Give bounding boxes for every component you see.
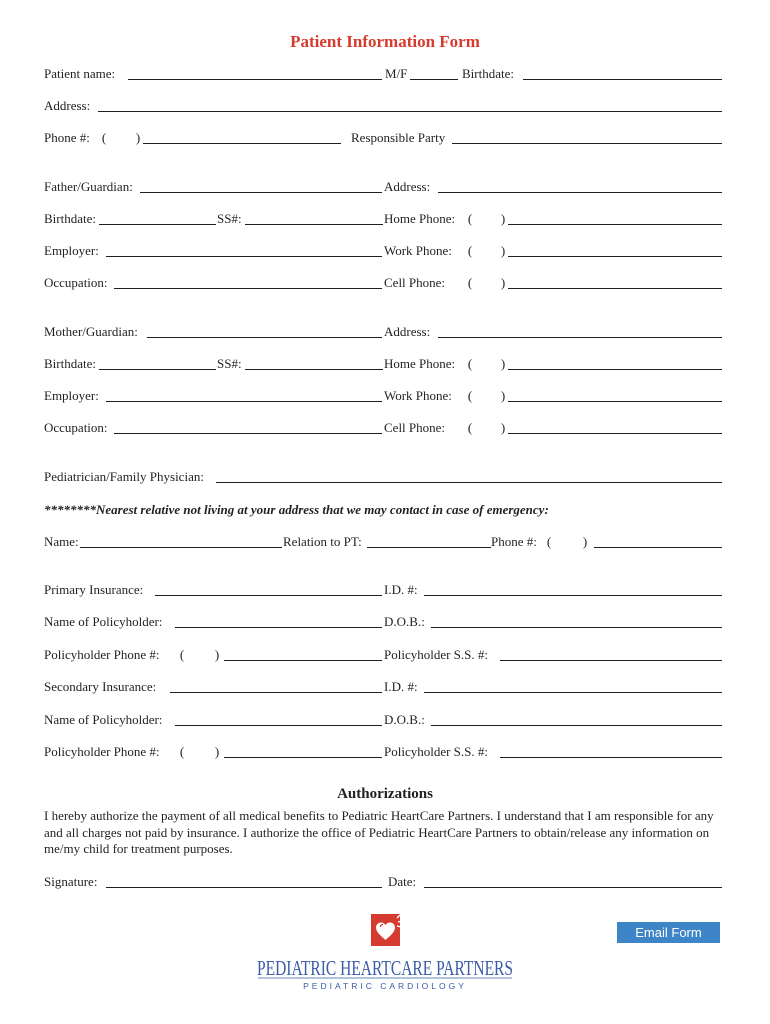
- logo-tagline: PEDIATRIC CARDIOLOGY: [303, 981, 467, 991]
- physician-label: Pediatrician/Family Physician:: [44, 469, 204, 484]
- patient-address-field[interactable]: [98, 111, 722, 112]
- policyholder-phone-label: Policyholder Phone #:: [44, 647, 160, 662]
- paren-open: (: [101, 130, 107, 145]
- secondary-insurance-row: [0, 679, 770, 701]
- paren-close: ): [214, 647, 220, 662]
- mother-occupation-row: [0, 420, 770, 442]
- primary-insurance-label: Primary Insurance:: [44, 582, 144, 597]
- father-work-phone-label: Work Phone:: [384, 243, 452, 258]
- patient-address-label: Address:: [44, 98, 91, 113]
- father-birthdate-field[interactable]: [99, 224, 216, 225]
- mother-cell-phone-label: Cell Phone:: [384, 420, 446, 435]
- mother-employer-row: [0, 388, 770, 410]
- emergency-name-label: Name:: [44, 534, 79, 549]
- mother-ss-label: SS#:: [217, 356, 242, 371]
- policyholder-phone-label-2: Policyholder Phone #:: [44, 744, 160, 759]
- patient-phone-label: Phone #:: [44, 130, 90, 145]
- father-employer-field[interactable]: [106, 256, 382, 257]
- father-occupation-field[interactable]: [114, 288, 382, 289]
- authorizations-text: I hereby authorize the payment of all medical benefits to Pediatric HeartCare Partners. I understand that I am responsible for any and all charges not paid by insurance. I authorize the office of Pediatric HeartCare Partners to obtain/release any information on me/my child for treatment purposes.: [44, 808, 714, 856]
- mother-employer-label: Employer:: [44, 388, 99, 403]
- paren-close: ): [214, 744, 220, 759]
- patient-name-label: Patient name:: [44, 66, 116, 81]
- primary-insurance-row: [0, 582, 770, 604]
- paren-close: ): [582, 534, 588, 549]
- signature-row: [0, 874, 770, 896]
- paren-open: (: [467, 420, 473, 435]
- patient-name-row: [0, 66, 770, 88]
- secondary-insurance-label: Secondary Insurance:: [44, 679, 157, 694]
- policyholder-ss-field-2[interactable]: [500, 757, 722, 758]
- mother-cell-phone-field[interactable]: [508, 433, 722, 434]
- email-form-button[interactable]: Email Form: [617, 922, 720, 943]
- policyholder-name-field-2[interactable]: [175, 725, 382, 726]
- emergency-name-field[interactable]: [80, 547, 282, 548]
- policyholder-ss-label: Policyholder S.S. #:: [384, 647, 489, 662]
- mother-home-phone-label: Home Phone:: [384, 356, 456, 371]
- paren-open: (: [467, 275, 473, 290]
- date-field[interactable]: [424, 887, 722, 888]
- policyholder-dob-label: D.O.B.:: [384, 614, 425, 629]
- father-occupation-row: [0, 275, 770, 297]
- father-birthdate-label: Birthdate:: [44, 211, 96, 226]
- father-address-label: Address:: [384, 179, 431, 194]
- policyholder-name-label: Name of Policyholder:: [44, 614, 163, 629]
- mother-occupation-field[interactable]: [114, 433, 382, 434]
- patient-address-row: [0, 98, 770, 120]
- paren-open: (: [546, 534, 552, 549]
- mother-row: [0, 324, 770, 346]
- paren-open: (: [179, 744, 185, 759]
- policyholder-dob-field-2[interactable]: [431, 725, 722, 726]
- primary-id-field[interactable]: [424, 595, 722, 596]
- father-home-phone-field[interactable]: [508, 224, 722, 225]
- mother-birthdate-field[interactable]: [99, 369, 216, 370]
- mother-home-phone-field[interactable]: [508, 369, 722, 370]
- secondary-insurance-field[interactable]: [170, 692, 382, 693]
- paren-close: ): [500, 243, 506, 258]
- policyholder-phone-field-2[interactable]: [224, 757, 382, 758]
- emergency-note: ********Nearest relative not living at your address that we may contact in case of emergency:: [44, 502, 549, 517]
- father-cell-phone-field[interactable]: [508, 288, 722, 289]
- responsible-party-field[interactable]: [452, 143, 722, 144]
- mother-ss-field[interactable]: [245, 369, 383, 370]
- relation-label: Relation to PT:: [283, 534, 362, 549]
- paren-close: ): [500, 356, 506, 371]
- father-ss-label: SS#:: [217, 211, 242, 226]
- secondary-policyholder-phone-row: [0, 744, 770, 766]
- mother-work-phone-field[interactable]: [508, 401, 722, 402]
- pediatric-heartcare-logo: [250, 910, 520, 995]
- authorizations-heading: Authorizations: [337, 786, 433, 802]
- paren-open: (: [467, 243, 473, 258]
- father-name-field[interactable]: [140, 192, 382, 193]
- heart-icon: [371, 914, 402, 946]
- policyholder-phone-field[interactable]: [224, 660, 382, 661]
- signature-field[interactable]: [106, 887, 382, 888]
- paren-open: (: [467, 388, 473, 403]
- father-occupation-label: Occupation:: [44, 275, 108, 290]
- father-cell-phone-label: Cell Phone:: [384, 275, 446, 290]
- emergency-phone-label: Phone #:: [491, 534, 537, 549]
- father-employer-label: Employer:: [44, 243, 99, 258]
- paren-close: ): [500, 420, 506, 435]
- mother-work-phone-label: Work Phone:: [384, 388, 452, 403]
- policyholder-ss-field[interactable]: [500, 660, 722, 661]
- father-row: [0, 179, 770, 201]
- secondary-id-field[interactable]: [424, 692, 722, 693]
- mother-birthdate-label: Birthdate:: [44, 356, 96, 371]
- mother-birthdate-row: [0, 356, 770, 378]
- mother-name-field[interactable]: [147, 337, 382, 338]
- policyholder-dob-label-2: D.O.B.:: [384, 712, 425, 727]
- paren-close: ): [500, 388, 506, 403]
- mf-label: M/F: [385, 66, 408, 81]
- mother-address-label: Address:: [384, 324, 431, 339]
- paren-open: (: [467, 356, 473, 371]
- patient-birthdate-field[interactable]: [523, 79, 722, 80]
- physician-field[interactable]: [216, 482, 722, 483]
- father-ss-field[interactable]: [245, 224, 383, 225]
- policyholder-name-label-2: Name of Policyholder:: [44, 712, 163, 727]
- father-label: Father/Guardian:: [44, 179, 133, 194]
- secondary-id-label: I.D. #:: [384, 679, 418, 694]
- relation-field[interactable]: [367, 547, 491, 548]
- date-label: Date:: [388, 874, 417, 889]
- policyholder-name-field[interactable]: [175, 627, 382, 628]
- primary-policyholder-phone-row: [0, 647, 770, 669]
- father-address-field[interactable]: [438, 192, 722, 193]
- father-employer-row: [0, 243, 770, 265]
- paren-open: (: [467, 211, 473, 226]
- primary-id-label: I.D. #:: [384, 582, 418, 597]
- emergency-contact-row: [0, 534, 770, 556]
- secondary-policyholder-row: [0, 712, 770, 734]
- mother-label: Mother/Guardian:: [44, 324, 138, 339]
- mf-field[interactable]: [410, 79, 458, 80]
- mother-occupation-label: Occupation:: [44, 420, 108, 435]
- page-title: Patient Information Form: [290, 32, 480, 51]
- patient-phone-row: [0, 130, 770, 152]
- paren-open: (: [179, 647, 185, 662]
- paren-close: ): [500, 211, 506, 226]
- mother-address-field[interactable]: [438, 337, 722, 338]
- father-home-phone-label: Home Phone:: [384, 211, 456, 226]
- responsible-party-label: Responsible Party: [351, 130, 446, 145]
- physician-row: [0, 469, 770, 491]
- patient-name-field[interactable]: [128, 79, 382, 80]
- mother-employer-field[interactable]: [106, 401, 382, 402]
- emergency-phone-field[interactable]: [594, 547, 722, 548]
- logo-name: PEDIATRIC HEARTCARE PARTNERS: [257, 956, 513, 980]
- patient-birthdate-label: Birthdate:: [462, 66, 514, 81]
- primary-insurance-field[interactable]: [155, 595, 382, 596]
- father-work-phone-field[interactable]: [508, 256, 722, 257]
- patient-phone-field[interactable]: [143, 143, 341, 144]
- paren-close: ): [135, 130, 141, 145]
- father-birthdate-row: [0, 211, 770, 233]
- signature-label: Signature:: [44, 874, 98, 889]
- policyholder-ss-label-2: Policyholder S.S. #:: [384, 744, 489, 759]
- primary-policyholder-row: [0, 614, 770, 636]
- paren-close: ): [500, 275, 506, 290]
- policyholder-dob-field[interactable]: [431, 627, 722, 628]
